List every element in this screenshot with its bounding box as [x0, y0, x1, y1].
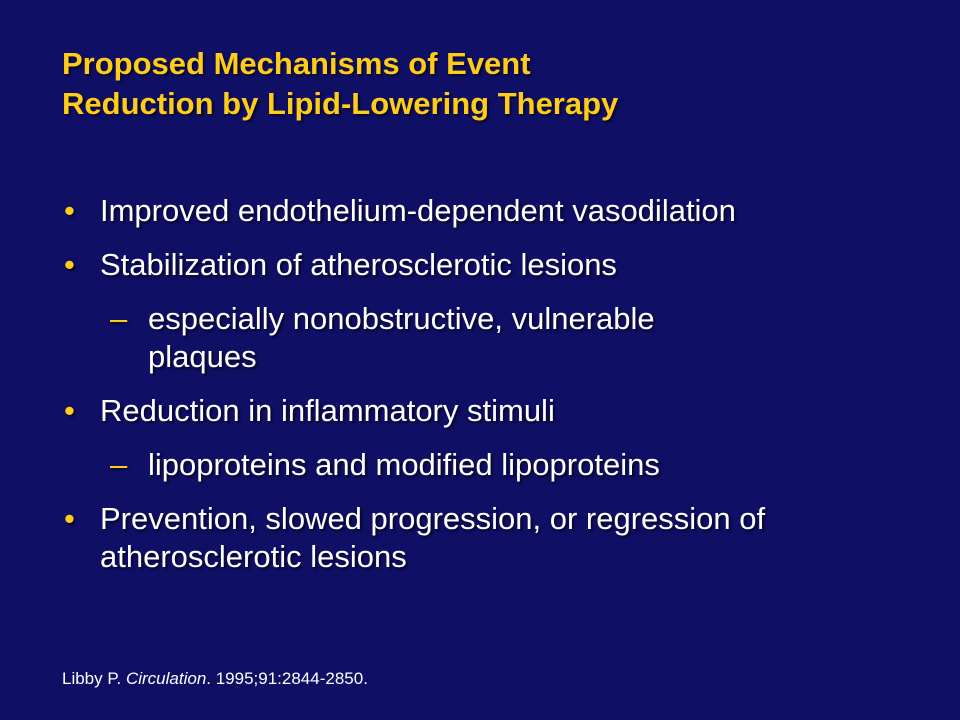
- slide-title: [62, 44, 922, 124]
- bullet-item-stabilization: [62, 246, 922, 284]
- bullet-marker: •: [64, 501, 75, 536]
- bullet-list: [62, 192, 922, 592]
- bullet-marker: •: [64, 193, 75, 228]
- dash-marker: –: [110, 301, 128, 336]
- sub-bullet-item-plaques: [62, 300, 922, 376]
- title-line-2: Reduction by Lipid-Lowering Therapy: [62, 86, 619, 121]
- citation-author: Libby P.: [62, 669, 126, 688]
- bullet-item-prevention: [62, 500, 922, 576]
- citation: [62, 668, 368, 690]
- bullet-text: Improved endothelium-dependent vasodilation: [100, 193, 736, 228]
- bullet-marker: •: [64, 393, 75, 428]
- bullet-text: Prevention, slowed progression, or regression of atherosclerotic lesions: [100, 501, 766, 574]
- sub-bullet-text: lipoproteins and modified lipoproteins: [148, 447, 660, 482]
- title-line-1: Proposed Mechanisms of Event: [62, 46, 531, 81]
- sub-bullet-item-lipoproteins: [62, 446, 922, 484]
- citation-journal: Circulation: [125, 669, 207, 688]
- bullet-item-vasodilation: [62, 192, 922, 230]
- bullet-item-inflammatory: [62, 392, 922, 430]
- dash-marker: –: [110, 447, 128, 482]
- bullet-text: Reduction in inflammatory stimuli: [100, 393, 555, 428]
- bullet-text: Stabilization of atherosclerotic lesions: [100, 247, 617, 282]
- sub-bullet-text: especially nonobstructive, vulnerable plaques: [148, 301, 655, 374]
- bullet-marker: •: [64, 247, 75, 282]
- citation-details: . 1995;91:2844-2850.: [206, 669, 368, 688]
